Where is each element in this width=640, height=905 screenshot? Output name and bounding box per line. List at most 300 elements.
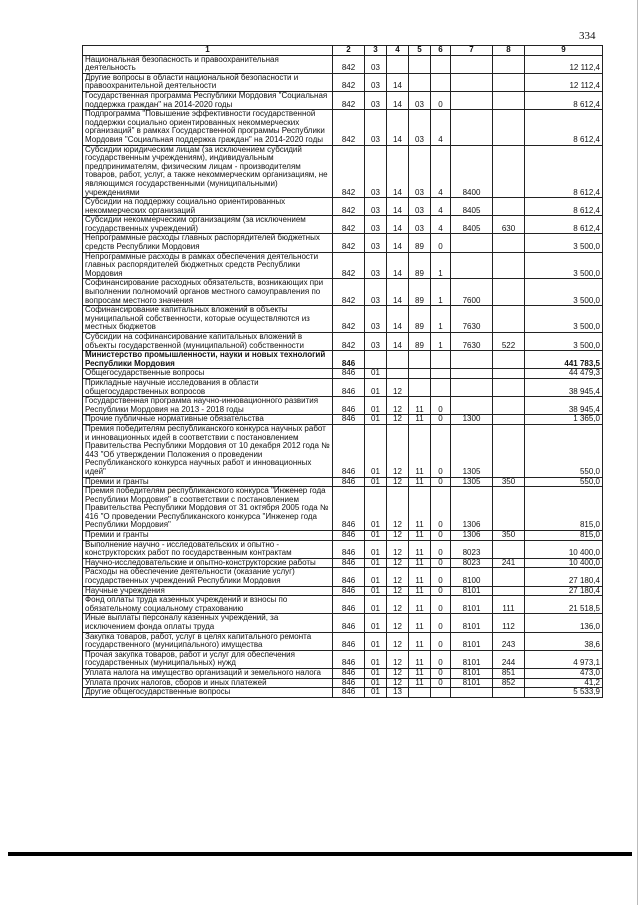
col-header-2: 2 xyxy=(333,46,365,56)
code-cell: 846 xyxy=(333,424,365,477)
subsection-cell: 12 xyxy=(387,540,409,558)
subprogram-cell: 0 xyxy=(431,531,451,541)
type-cell xyxy=(493,397,525,415)
type-cell xyxy=(493,568,525,586)
amount-cell: 4 973,1 xyxy=(525,650,603,668)
target-cell: 1306 xyxy=(451,531,493,541)
subprogram-cell: 0 xyxy=(431,234,451,252)
target-cell xyxy=(451,252,493,279)
program-cell: 03 xyxy=(409,91,431,109)
type-cell: 111 xyxy=(493,596,525,614)
description-cell: Прочая закупка товаров, работ и услуг для обеспечения государственных (муниципальных) нужд xyxy=(83,650,333,668)
description-cell: Иные выплаты персоналу казенных учреждений, за исключением фонда оплаты труда xyxy=(83,614,333,632)
type-cell xyxy=(493,688,525,698)
amount-cell: 8 612,4 xyxy=(525,91,603,109)
section-cell: 01 xyxy=(365,596,387,614)
type-cell: 851 xyxy=(493,668,525,678)
program-cell xyxy=(409,55,431,73)
subprogram-cell: 0 xyxy=(431,424,451,477)
code-cell: 846 xyxy=(333,397,365,415)
subprogram-cell xyxy=(431,73,451,91)
type-cell xyxy=(493,487,525,531)
amount-cell: 38 945,4 xyxy=(525,378,603,396)
target-cell: 1306 xyxy=(451,487,493,531)
code-cell: 842 xyxy=(333,306,365,333)
target-cell: 8101 xyxy=(451,632,493,650)
amount-cell: 27 180,4 xyxy=(525,586,603,596)
amount-cell: 3 500,0 xyxy=(525,279,603,306)
subsection-cell: 12 xyxy=(387,614,409,632)
program-cell: 89 xyxy=(409,306,431,333)
target-cell: 1305 xyxy=(451,477,493,487)
code-cell: 842 xyxy=(333,333,365,351)
amount-cell: 8 612,4 xyxy=(525,216,603,234)
subprogram-cell: 0 xyxy=(431,558,451,568)
subsection-cell: 12 xyxy=(387,586,409,596)
table-row xyxy=(83,333,603,351)
subprogram-cell: 0 xyxy=(431,487,451,531)
type-cell xyxy=(493,306,525,333)
amount-cell: 3 500,0 xyxy=(525,252,603,279)
table-body xyxy=(83,55,603,697)
description-cell: Премия победителям республиканского конкурса "Инженер года Республики Мордовия" в соответствии с постановлением Правительства Республики Мордовия от 31 октября 2005 года № 416 "О проведении Республиканского конкурса "Инженер года Республики Мордовия" xyxy=(83,487,333,531)
section-cell: 01 xyxy=(365,688,387,698)
col-header-7: 7 xyxy=(451,46,493,56)
description-cell: Премия победителям республиканского конкурса научных работ и инновационных идей в соответствии с постановлением Правительства Республики Мордовия от 10 декабря 2012 года № 443 "Об утверждении Положения о проведении Республиканского конкурса научных работ и инновационных идей" xyxy=(83,424,333,477)
section-cell: 01 xyxy=(365,650,387,668)
code-cell: 846 xyxy=(333,477,365,487)
section-cell: 01 xyxy=(365,415,387,425)
target-cell: 8023 xyxy=(451,540,493,558)
subsection-cell xyxy=(387,369,409,379)
type-cell xyxy=(493,369,525,379)
table-row xyxy=(83,668,603,678)
subsection-cell: 14 xyxy=(387,333,409,351)
subprogram-cell: 0 xyxy=(431,678,451,688)
amount-cell: 8 612,4 xyxy=(525,145,603,198)
target-cell xyxy=(451,55,493,73)
amount-cell: 44 479,3 xyxy=(525,369,603,379)
table-row xyxy=(83,55,603,73)
type-cell: 112 xyxy=(493,614,525,632)
section-cell: 03 xyxy=(365,73,387,91)
code-cell: 846 xyxy=(333,415,365,425)
table-row xyxy=(83,145,603,198)
amount-cell: 8 612,4 xyxy=(525,110,603,145)
description-cell: Прочие публичные нормативные обязательства xyxy=(83,415,333,425)
table-row xyxy=(83,198,603,216)
code-cell: 846 xyxy=(333,614,365,632)
target-cell xyxy=(451,397,493,415)
type-cell: 350 xyxy=(493,477,525,487)
table-row xyxy=(83,369,603,379)
amount-cell: 41,2 xyxy=(525,678,603,688)
subsection-cell: 14 xyxy=(387,73,409,91)
section-cell: 03 xyxy=(365,198,387,216)
subprogram-cell: 1 xyxy=(431,306,451,333)
table-row xyxy=(83,531,603,541)
description-cell: Выполнение научно - исследовательских и опытно - конструкторских работ по государственным контрактам xyxy=(83,540,333,558)
table-row xyxy=(83,678,603,688)
target-cell: 8101 xyxy=(451,586,493,596)
table-row xyxy=(83,110,603,145)
type-cell xyxy=(493,73,525,91)
amount-cell: 38 945,4 xyxy=(525,397,603,415)
target-cell: 8405 xyxy=(451,198,493,216)
amount-cell: 12 112,4 xyxy=(525,55,603,73)
target-cell: 8101 xyxy=(451,678,493,688)
table-row xyxy=(83,586,603,596)
program-cell: 11 xyxy=(409,531,431,541)
type-cell xyxy=(493,234,525,252)
program-cell xyxy=(409,688,431,698)
description-cell: Непрограммные расходы главных распорядителей бюджетных средств Республики Мордовия xyxy=(83,234,333,252)
section-cell: 01 xyxy=(365,378,387,396)
target-cell xyxy=(451,351,493,369)
section-cell: 01 xyxy=(365,632,387,650)
section-cell: 01 xyxy=(365,397,387,415)
subsection-cell: 12 xyxy=(387,378,409,396)
code-cell: 842 xyxy=(333,252,365,279)
col-header-3: 3 xyxy=(365,46,387,56)
description-cell: Министерство промышленности, науки и новых технологий Республики Мордовия xyxy=(83,351,333,369)
type-cell xyxy=(493,252,525,279)
section-cell: 03 xyxy=(365,234,387,252)
subsection-cell: 14 xyxy=(387,91,409,109)
subprogram-cell: 0 xyxy=(431,568,451,586)
amount-cell: 3 500,0 xyxy=(525,306,603,333)
col-header-4: 4 xyxy=(387,46,409,56)
section-cell: 01 xyxy=(365,531,387,541)
subsection-cell: 12 xyxy=(387,415,409,425)
subsection-cell: 12 xyxy=(387,678,409,688)
section-cell: 03 xyxy=(365,252,387,279)
program-cell: 11 xyxy=(409,568,431,586)
subprogram-cell xyxy=(431,369,451,379)
table-row xyxy=(83,216,603,234)
type-cell xyxy=(493,145,525,198)
program-cell xyxy=(409,378,431,396)
target-cell xyxy=(451,73,493,91)
target-cell xyxy=(451,234,493,252)
subprogram-cell: 0 xyxy=(431,632,451,650)
col-header-5: 5 xyxy=(409,46,431,56)
subprogram-cell: 0 xyxy=(431,397,451,415)
subsection-cell: 14 xyxy=(387,198,409,216)
subsection-cell xyxy=(387,55,409,73)
subsection-cell: 14 xyxy=(387,216,409,234)
target-cell: 7630 xyxy=(451,333,493,351)
section-cell: 03 xyxy=(365,333,387,351)
table-row xyxy=(83,688,603,698)
code-cell: 842 xyxy=(333,145,365,198)
program-cell xyxy=(409,73,431,91)
amount-cell: 12 112,4 xyxy=(525,73,603,91)
amount-cell: 550,0 xyxy=(525,424,603,477)
description-cell: Софинансирование расходных обязательств, возникающих при выполнении полномочий органов местного самоуправления по вопросам местного значения xyxy=(83,279,333,306)
amount-cell: 3 500,0 xyxy=(525,333,603,351)
table-row xyxy=(83,279,603,306)
description-cell: Субсидии на поддержку социально ориентированных некоммерческих организаций xyxy=(83,198,333,216)
description-cell: Субсидии на софинансирование капитальных вложений в объекты государственной (муниципальной) собственности xyxy=(83,333,333,351)
description-cell: Научно-исследовательские и опытно-конструкторские работы xyxy=(83,558,333,568)
program-cell xyxy=(409,369,431,379)
description-cell: Непрограммные расходы в рамках обеспечения деятельности главных распорядителей бюджетных средств Республики Мордовия xyxy=(83,252,333,279)
type-cell xyxy=(493,424,525,477)
subsection-cell: 12 xyxy=(387,632,409,650)
code-cell: 842 xyxy=(333,73,365,91)
type-cell xyxy=(493,91,525,109)
subprogram-cell xyxy=(431,351,451,369)
table-row xyxy=(83,415,603,425)
table-row xyxy=(83,378,603,396)
scan-edge xyxy=(637,0,638,905)
subsection-cell: 14 xyxy=(387,145,409,198)
subprogram-cell xyxy=(431,688,451,698)
subsection-cell: 12 xyxy=(387,668,409,678)
subsection-cell: 12 xyxy=(387,477,409,487)
code-cell: 842 xyxy=(333,234,365,252)
page-number: 334 xyxy=(579,30,596,42)
program-cell: 11 xyxy=(409,614,431,632)
header-row xyxy=(83,46,603,56)
program-cell: 11 xyxy=(409,596,431,614)
type-cell: 243 xyxy=(493,632,525,650)
amount-cell: 38,6 xyxy=(525,632,603,650)
col-header-9: 9 xyxy=(525,46,603,56)
type-cell xyxy=(493,198,525,216)
section-cell: 01 xyxy=(365,477,387,487)
target-cell: 1300 xyxy=(451,415,493,425)
section-cell: 01 xyxy=(365,586,387,596)
code-cell: 846 xyxy=(333,596,365,614)
program-cell: 11 xyxy=(409,477,431,487)
code-cell: 846 xyxy=(333,558,365,568)
code-cell: 842 xyxy=(333,55,365,73)
amount-cell: 550,0 xyxy=(525,477,603,487)
table-row xyxy=(83,596,603,614)
section-cell: 01 xyxy=(365,369,387,379)
table-row xyxy=(83,234,603,252)
section-cell: 03 xyxy=(365,55,387,73)
code-cell: 846 xyxy=(333,531,365,541)
section-cell: 01 xyxy=(365,614,387,632)
description-cell: Софинансирование капитальных вложений в объекты муниципальной собственности, которые осуществляются из местных бюджетов xyxy=(83,306,333,333)
program-cell: 11 xyxy=(409,540,431,558)
subprogram-cell: 0 xyxy=(431,650,451,668)
table-row xyxy=(83,477,603,487)
table-row xyxy=(83,73,603,91)
program-cell xyxy=(409,351,431,369)
amount-cell: 441 783,5 xyxy=(525,351,603,369)
type-cell xyxy=(493,378,525,396)
target-cell: 8101 xyxy=(451,614,493,632)
table-row xyxy=(83,487,603,531)
subprogram-cell: 0 xyxy=(431,586,451,596)
subsection-cell: 12 xyxy=(387,397,409,415)
subprogram-cell: 1 xyxy=(431,252,451,279)
subprogram-cell: 4 xyxy=(431,145,451,198)
program-cell: 03 xyxy=(409,216,431,234)
subsection-cell: 14 xyxy=(387,306,409,333)
amount-cell: 815,0 xyxy=(525,487,603,531)
program-cell: 11 xyxy=(409,650,431,668)
table-row xyxy=(83,91,603,109)
type-cell xyxy=(493,55,525,73)
description-cell: Расходы на обеспечение деятельности (оказание услуг) государственных учреждений Республики Мордовия xyxy=(83,568,333,586)
section-cell xyxy=(365,351,387,369)
subsection-cell: 14 xyxy=(387,279,409,306)
target-cell: 8100 xyxy=(451,568,493,586)
subprogram-cell xyxy=(431,378,451,396)
description-cell: Другие общегосударственные вопросы xyxy=(83,688,333,698)
type-cell xyxy=(493,415,525,425)
type-cell xyxy=(493,279,525,306)
type-cell xyxy=(493,351,525,369)
table-row xyxy=(83,351,603,369)
description-cell: Общегосударственные вопросы xyxy=(83,369,333,379)
subprogram-cell: 0 xyxy=(431,540,451,558)
subsection-cell: 12 xyxy=(387,487,409,531)
subsection-cell: 14 xyxy=(387,234,409,252)
subprogram-cell: 0 xyxy=(431,614,451,632)
program-cell: 89 xyxy=(409,279,431,306)
code-cell: 846 xyxy=(333,678,365,688)
subprogram-cell: 0 xyxy=(431,477,451,487)
code-cell: 842 xyxy=(333,110,365,145)
section-cell: 01 xyxy=(365,668,387,678)
target-cell xyxy=(451,91,493,109)
program-cell: 11 xyxy=(409,487,431,531)
program-cell: 11 xyxy=(409,668,431,678)
subprogram-cell: 0 xyxy=(431,668,451,678)
description-cell: Государственная программа научно-инновационного развития Республики Мордовия на 2013 - 2018 годы xyxy=(83,397,333,415)
target-cell xyxy=(451,378,493,396)
code-cell: 842 xyxy=(333,198,365,216)
section-cell: 03 xyxy=(365,91,387,109)
description-cell: Премии и гранты xyxy=(83,477,333,487)
table-row xyxy=(83,558,603,568)
table-row xyxy=(83,306,603,333)
program-cell: 11 xyxy=(409,558,431,568)
table-row xyxy=(83,252,603,279)
code-cell: 846 xyxy=(333,369,365,379)
target-cell: 8101 xyxy=(451,596,493,614)
amount-cell: 21 518,5 xyxy=(525,596,603,614)
description-cell: Научные учреждения xyxy=(83,586,333,596)
description-cell: Национальная безопасность и правоохранительная деятельность xyxy=(83,55,333,73)
subsection-cell: 13 xyxy=(387,688,409,698)
target-cell: 8101 xyxy=(451,650,493,668)
type-cell: 350 xyxy=(493,531,525,541)
amount-cell: 1 365,0 xyxy=(525,415,603,425)
program-cell: 03 xyxy=(409,198,431,216)
subprogram-cell: 0 xyxy=(431,415,451,425)
type-cell xyxy=(493,540,525,558)
table-row xyxy=(83,568,603,586)
subsection-cell: 14 xyxy=(387,252,409,279)
amount-cell: 8 612,4 xyxy=(525,198,603,216)
description-cell: Закупка товаров, работ, услуг в целях капитального ремонта государственного (муниципального) имущества xyxy=(83,632,333,650)
amount-cell: 815,0 xyxy=(525,531,603,541)
subprogram-cell: 4 xyxy=(431,198,451,216)
type-cell: 522 xyxy=(493,333,525,351)
subsection-cell xyxy=(387,351,409,369)
subsection-cell: 12 xyxy=(387,424,409,477)
code-cell: 846 xyxy=(333,668,365,678)
table-row xyxy=(83,424,603,477)
description-cell: Субсидии некоммерческим организациям (за исключением государственных учреждений) xyxy=(83,216,333,234)
code-cell: 842 xyxy=(333,216,365,234)
table-row xyxy=(83,650,603,668)
type-cell xyxy=(493,586,525,596)
table-row xyxy=(83,540,603,558)
section-cell: 01 xyxy=(365,424,387,477)
description-cell: Прикладные научные исследования в области общегосударственных вопросов xyxy=(83,378,333,396)
subprogram-cell: 0 xyxy=(431,91,451,109)
description-cell: Фонд оплаты труда казенных учреждений и взносы по обязательному социальному страхованию xyxy=(83,596,333,614)
program-cell: 11 xyxy=(409,415,431,425)
description-cell: Субсидии юридическим лицам (за исключением субсидий государственным учреждениям), индивидуальным предпринимателям, физическим лицам - производителям товаров, работ, услуг, а также некоммерческим организациям, не являющимся государственными (муниципальными) учреждениями xyxy=(83,145,333,198)
subprogram-cell: 1 xyxy=(431,279,451,306)
program-cell: 03 xyxy=(409,110,431,145)
col-header-8: 8 xyxy=(493,46,525,56)
budget-table xyxy=(82,45,603,698)
code-cell: 846 xyxy=(333,568,365,586)
code-cell: 846 xyxy=(333,688,365,698)
section-cell: 03 xyxy=(365,145,387,198)
target-cell: 8023 xyxy=(451,558,493,568)
section-cell: 03 xyxy=(365,279,387,306)
target-cell xyxy=(451,369,493,379)
subsection-cell: 14 xyxy=(387,110,409,145)
program-cell: 11 xyxy=(409,678,431,688)
description-cell: Премии и гранты xyxy=(83,531,333,541)
target-cell: 8405 xyxy=(451,216,493,234)
section-cell: 01 xyxy=(365,678,387,688)
section-cell: 01 xyxy=(365,558,387,568)
subsection-cell: 12 xyxy=(387,596,409,614)
subprogram-cell xyxy=(431,55,451,73)
type-cell: 241 xyxy=(493,558,525,568)
subprogram-cell: 1 xyxy=(431,333,451,351)
col-header-6: 6 xyxy=(431,46,451,56)
subprogram-cell: 4 xyxy=(431,110,451,145)
target-cell xyxy=(451,688,493,698)
target-cell: 8101 xyxy=(451,668,493,678)
bottom-rule xyxy=(8,852,632,856)
section-cell: 03 xyxy=(365,216,387,234)
target-cell: 8400 xyxy=(451,145,493,198)
program-cell: 03 xyxy=(409,145,431,198)
subsection-cell: 12 xyxy=(387,568,409,586)
description-cell: Государственная программа Республики Мордовия "Социальная поддержка граждан" на 2014-2020 годы xyxy=(83,91,333,109)
amount-cell: 473,0 xyxy=(525,668,603,678)
amount-cell: 136,0 xyxy=(525,614,603,632)
type-cell xyxy=(493,110,525,145)
amount-cell: 10 400,0 xyxy=(525,540,603,558)
code-cell: 842 xyxy=(333,91,365,109)
code-cell: 846 xyxy=(333,378,365,396)
code-cell: 846 xyxy=(333,487,365,531)
amount-cell: 5 533,9 xyxy=(525,688,603,698)
table-row xyxy=(83,614,603,632)
code-cell: 842 xyxy=(333,279,365,306)
description-cell: Уплата прочих налогов, сборов и иных платежей xyxy=(83,678,333,688)
section-cell: 03 xyxy=(365,110,387,145)
subsection-cell: 12 xyxy=(387,650,409,668)
code-cell: 846 xyxy=(333,632,365,650)
